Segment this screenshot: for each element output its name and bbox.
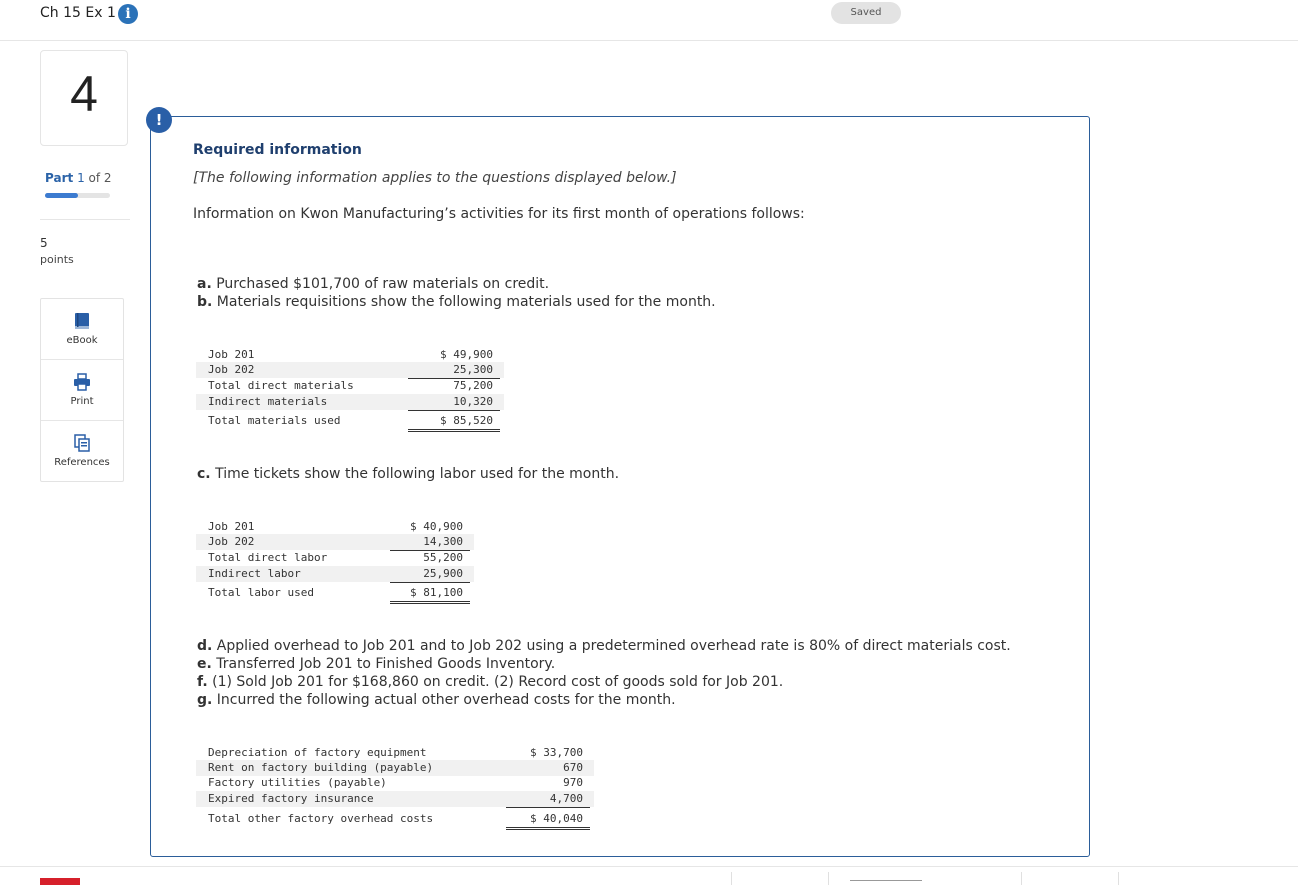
row-amount: $ 40,040 [506, 811, 590, 830]
row-amount: 970 [563, 776, 583, 789]
table-row [196, 413, 504, 429]
table-row [196, 745, 594, 761]
row-label: Job 201 [208, 520, 255, 533]
row-amount: $ 33,700 [530, 746, 583, 759]
row-label: Total other factory overhead costs [208, 812, 434, 825]
row-amount: 25,900 [390, 566, 470, 583]
item-d-text: Applied overhead to Job 201 and to Job 202 using a predetermined overhead rate is 80% of direct materials cost. [216, 638, 1011, 654]
item-f-letter: f. [197, 674, 208, 690]
print-label: Print [70, 396, 94, 407]
row-amount: 4,700 [506, 791, 590, 808]
row-amount: $ 49,900 [440, 348, 493, 361]
table-row [196, 534, 474, 550]
item-d-letter: d. [197, 638, 213, 654]
table-row [196, 811, 594, 827]
question-number: 4 [70, 66, 98, 122]
item-g [197, 692, 676, 708]
applies-note: [The following information applies to the questions displayed below.] [193, 170, 677, 186]
table-row [196, 378, 504, 394]
item-g-letter: g. [197, 692, 213, 708]
row-label: Expired factory insurance [208, 792, 374, 805]
top-bar [0, 0, 1298, 41]
table-row [196, 566, 474, 582]
row-amount: 55,200 [423, 551, 463, 564]
ebook-label: eBook [66, 335, 98, 346]
table-row [196, 394, 504, 410]
part-indicator [45, 171, 112, 185]
item-d [197, 638, 1011, 654]
table-row [196, 550, 474, 566]
row-amount: 25,300 [408, 362, 500, 379]
ebook-button[interactable] [41, 299, 123, 360]
row-amount: $ 85,520 [408, 413, 500, 432]
row-label: Total direct labor [208, 551, 328, 564]
required-information-title: Required information [193, 142, 362, 158]
row-label: Depreciation of factory equipment [208, 746, 427, 759]
table-row [196, 362, 504, 378]
info-icon[interactable]: i [118, 4, 138, 24]
printer-icon [72, 372, 92, 392]
item-e [197, 656, 555, 672]
item-g-text: Incurred the following actual other overhead costs for the month. [216, 692, 676, 708]
row-amount: $ 40,900 [410, 520, 463, 533]
row-label: Indirect materials [208, 395, 328, 408]
part-current: 1 [77, 171, 85, 185]
points-value: 5 [40, 236, 48, 250]
part-progress-bar [45, 193, 110, 198]
references-label: References [54, 457, 110, 468]
ebook-icon [72, 311, 92, 331]
row-amount: 10,320 [408, 394, 500, 411]
part-progress-fill [45, 193, 78, 198]
item-c-text: Time tickets show the following labor used for the month. [215, 466, 620, 482]
references-icon [72, 433, 92, 453]
table-row [196, 760, 594, 776]
row-label: Indirect labor [208, 567, 301, 580]
sidebar-divider [40, 219, 130, 220]
bottom-navigation-bar [0, 866, 1298, 886]
bottom-divider [828, 872, 829, 885]
assignment-title: Ch 15 Ex 1 [40, 5, 116, 21]
item-e-text: Transferred Job 201 to Finished Goods Inventory. [216, 656, 556, 672]
row-label: Total labor used [208, 586, 314, 599]
table-row [196, 347, 504, 363]
row-label: Job 201 [208, 348, 255, 361]
row-amount: 670 [563, 761, 583, 774]
item-b-letter: b. [197, 294, 213, 310]
alert-icon: ! [146, 107, 172, 133]
row-label: Job 202 [208, 363, 255, 376]
row-amount: $ 81,100 [390, 585, 470, 604]
row-label: Total materials used [208, 414, 341, 427]
intro-text: Information on Kwon Manufacturing’s activities for its first month of operations follows: [193, 206, 805, 222]
item-e-letter: e. [197, 656, 212, 672]
part-of: of 2 [88, 171, 112, 185]
item-c [197, 466, 619, 482]
table-row [196, 519, 474, 535]
item-a-letter: a. [197, 276, 212, 292]
part-word: Part [45, 171, 74, 185]
references-button[interactable] [41, 421, 123, 481]
points-label: points [40, 253, 74, 266]
bottom-divider [1118, 872, 1119, 885]
item-f [197, 674, 783, 690]
item-b [197, 294, 716, 310]
item-a-text: Purchased $101,700 of raw materials on credit. [216, 276, 550, 292]
mcgraw-hill-logo [40, 878, 80, 885]
table-row [196, 585, 474, 601]
item-b-text: Materials requisitions show the following materials used for the month. [216, 294, 716, 310]
print-button[interactable] [41, 360, 123, 421]
item-f-text: (1) Sold Job 201 for $168,860 on credit. (2) Record cost of goods sold for Job 201. [212, 674, 784, 690]
table-row [196, 775, 594, 791]
row-label: Factory utilities (payable) [208, 776, 387, 789]
item-a [197, 276, 549, 292]
bottom-divider [1021, 872, 1022, 885]
question-number-box [40, 50, 128, 146]
bottom-divider [731, 872, 732, 885]
row-label: Job 202 [208, 535, 255, 548]
row-label: Total direct materials [208, 379, 354, 392]
item-c-letter: c. [197, 466, 211, 482]
saved-status-badge: Saved [831, 2, 901, 24]
page-nav-control[interactable] [850, 880, 922, 886]
row-amount: 75,200 [453, 379, 493, 392]
row-label: Rent on factory building (payable) [208, 761, 434, 774]
tools-panel [40, 298, 124, 482]
row-amount: 14,300 [390, 534, 470, 551]
table-row [196, 791, 594, 807]
